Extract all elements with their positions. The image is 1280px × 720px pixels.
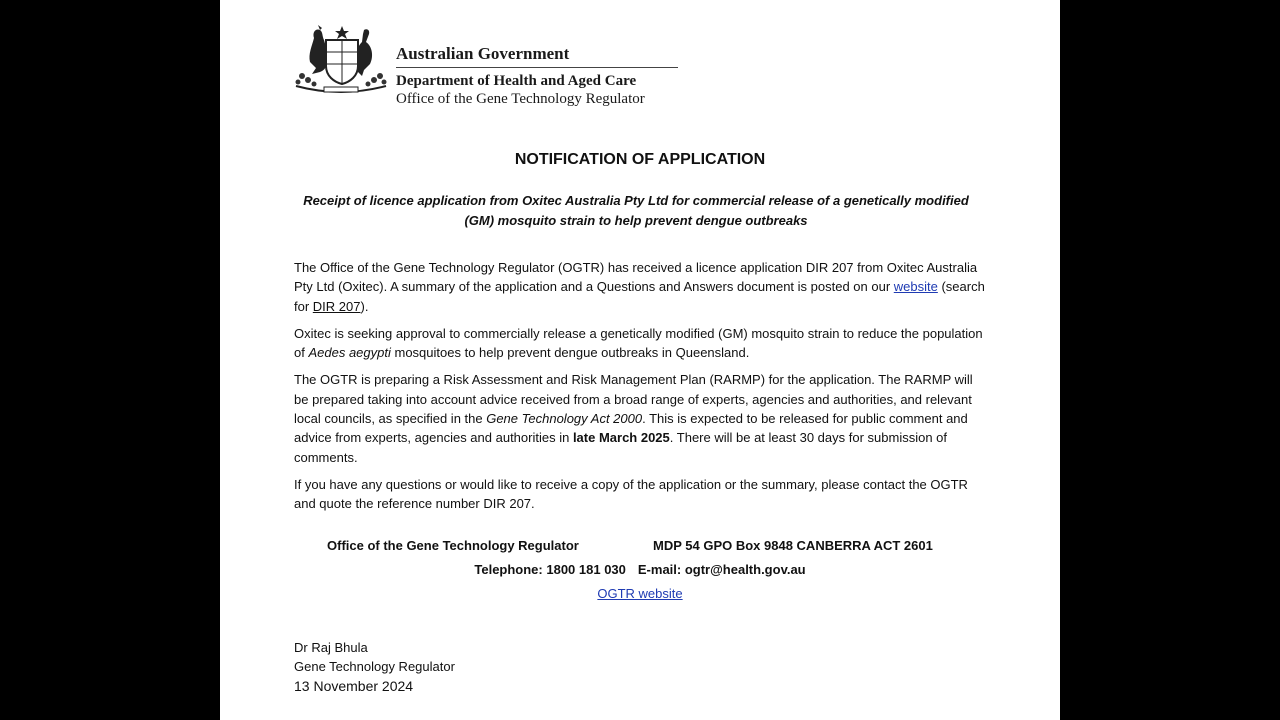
contact-telephone: Telephone: 1800 181 030 xyxy=(474,562,626,577)
document-body xyxy=(294,258,990,522)
document-date: 13 November 2024 xyxy=(294,678,414,694)
ogtr-website-link[interactable]: OGTR website xyxy=(597,586,683,601)
government-branding xyxy=(396,44,678,108)
contact-office: Office of the Gene Technology Regulator xyxy=(327,538,579,553)
branding-divider xyxy=(396,67,678,68)
document-page xyxy=(220,0,1060,720)
document-title: NOTIFICATION OF APPLICATION xyxy=(514,151,766,168)
paragraph-rarmp: The OGTR is preparing a Risk Assessment and Risk Management Plan (RARMP) for the application. The RARMP will be prepared taking into account advice received from a broad range of experts, agencies and authorities, and relevant local councils, as specified in the Gene Technology Act 2000. This is expected to be released for public comment and advice from experts, agencies and authorities in late March 2025. There will be at least 30 days for submission of comments. xyxy=(294,372,973,465)
government-name: Australian Government xyxy=(396,44,570,63)
contact-website-row xyxy=(220,584,1060,604)
release-date: late March 2025 xyxy=(572,430,670,446)
department-name: Department of Health and Aged Care xyxy=(396,73,637,89)
signature-block xyxy=(294,638,455,696)
species-name: Aedes aegypti xyxy=(308,345,391,361)
contact-email[interactable]: E-mail: ogtr@health.gov.au xyxy=(637,562,806,577)
document-subtitle: Receipt of licence application from Oxitec Australia Pty Ltd for commercial release of a genetically modified (GM) mosquito strain to help prevent dengue outbreaks xyxy=(303,193,969,228)
coat-of-arms-icon xyxy=(292,24,390,96)
paragraph-approval-sought: Oxitec is seeking approval to commercially release a genetically modified (GM) mosquito strain to reduce the population of Aedes aegypti mosquitoes to help prevent dengue outbreaks in Queensland. xyxy=(294,325,983,361)
act-name: Gene Technology Act 2000 xyxy=(486,411,643,427)
paragraph-questions: If you have any questions or would like to receive a copy of the application or the summary, please contact the OGTR and quote the reference number DIR 207. xyxy=(294,476,968,512)
website-link[interactable]: website xyxy=(893,279,938,295)
contact-address: MDP 54 GPO Box 9848 CANBERRA ACT 2601 xyxy=(653,538,933,553)
paragraph-received-application: The Office of the Gene Technology Regulator (OGTR) has received a licence application DIR 207 from Oxitec Australia Pty Ltd (Oxitec). A summary of the application and a Questions and Answers document is posted on our website (search for DIR 207). xyxy=(294,260,985,314)
office-name: Office of the Gene Technology Regulator xyxy=(396,91,645,107)
signatory-role: Gene Technology Regulator xyxy=(294,659,455,674)
signatory-name: Dr Raj Bhula xyxy=(294,640,368,655)
dir-207-link[interactable]: DIR 207 xyxy=(312,298,361,314)
contact-phone-email xyxy=(220,560,1060,580)
